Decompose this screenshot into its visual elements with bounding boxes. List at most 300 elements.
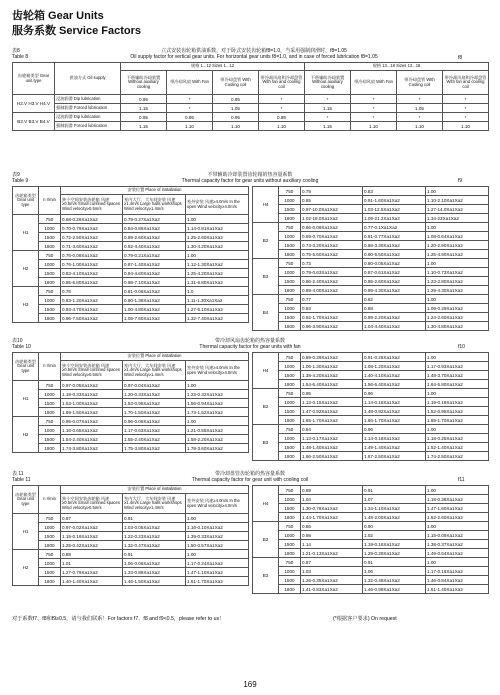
- table-cell: 1.15-0.09Xa1Xa2: [426, 531, 489, 540]
- table-cell: 0.95: [213, 113, 259, 122]
- table-cell: 0.81-0.77Xa1Xa2: [363, 232, 426, 241]
- table-cell: 0.70-0.79Xa1Xa2: [61, 224, 123, 233]
- table-cell: 1.09-0.29Xa1Xa2: [426, 304, 489, 313]
- table-cell: 1.07: [363, 495, 426, 504]
- t10-caption: 带冷却风扇齿轮箱的热容量系数 Thermal capacity factor for gear units with fan: [199, 338, 301, 350]
- table-cell: 0.98-7.10Xa1Xa2: [123, 278, 186, 287]
- table-cell: 1000: [279, 495, 301, 504]
- table-cell: 0.94-4.60Xa1Xa2: [123, 269, 186, 278]
- table-row: [253, 322, 489, 331]
- gear-type-label: B2: [253, 389, 279, 425]
- table-cell: 1.17-0.24Xa1Xa2: [186, 559, 249, 568]
- table-row: [13, 399, 249, 408]
- table-cell: 1.74-3.80Xa1Xa2: [61, 444, 123, 453]
- table-cell: 1.22-0.23Xa1Xa2: [123, 532, 186, 541]
- table-cell: 1800: [39, 242, 61, 251]
- table-row: [253, 558, 489, 567]
- table-row: [253, 425, 489, 434]
- table-cell: *: [351, 104, 397, 113]
- table-cell: 1000: [39, 296, 61, 305]
- table-cell: 1500: [279, 277, 301, 286]
- table-row: [13, 417, 249, 426]
- table-cell: 750: [279, 259, 301, 268]
- table-cell: 1500: [39, 233, 61, 242]
- table-cell: 0.92-4.40Xa1Xa2: [123, 242, 186, 251]
- table-cell: 1.10: [259, 122, 305, 131]
- table-cell: 0.90: [363, 522, 426, 531]
- table-cell: 0.87-0.61Xa1Xa2: [363, 268, 426, 277]
- table-cell: 1.78-3.60Xa1Xa2: [186, 444, 249, 453]
- table-row: [253, 371, 489, 380]
- table-row: [253, 522, 489, 531]
- table-cell: 0.81-0.06Xa1Xa2: [123, 287, 186, 296]
- table-cell: 1500: [279, 443, 301, 452]
- table-cell: 1.19-0.19Xa1Xa2: [426, 398, 489, 407]
- table-cell: 0.90-1.36Xa1Xa2: [123, 296, 186, 305]
- table-cell: 1.66-2.50Xa1Xa2: [301, 452, 363, 461]
- table-cell: 1.14-0.18Xa1Xa2: [363, 434, 426, 443]
- table-cell: 750: [39, 514, 61, 523]
- col-place-1: 狭小空间安装齿轮箱 风速≥0.5m/s Small confined spaces Wind velocity≥0.5m/s: [61, 361, 123, 381]
- table-cell: 1.25-0.42Xa1Xa2: [61, 541, 123, 550]
- table-cell: 1500: [279, 504, 301, 513]
- table-cell: 1000: [39, 559, 61, 568]
- col-place-3: 室外安装 风速≥4.0m/s In the open Wind velocity≥4.0m/s: [186, 195, 249, 215]
- table-cell: 1.05: [397, 104, 443, 113]
- table-row: [13, 278, 249, 287]
- table-cell: 750: [279, 486, 301, 495]
- table-cell: 1.17-0.93Xa1Xa2: [426, 362, 489, 371]
- table-row: [13, 122, 489, 131]
- gear-type-label: H2: [13, 550, 39, 586]
- table-cell: 0.95-0.07Xa1Xa2: [61, 417, 123, 426]
- table-cell: 1.49-0.64Xa1Xa2: [426, 549, 489, 558]
- table-cell: 1.06: [363, 567, 426, 576]
- table-cell: *: [305, 113, 351, 122]
- table-row: [253, 576, 489, 585]
- table-cell: 0.84-0.85Xa1Xa2: [123, 224, 186, 233]
- table-row: [13, 532, 249, 541]
- table-cell: 0.66-0.09Xa1Xa2: [301, 223, 363, 232]
- table-cell: 0.69-0.70Xa1Xa2: [301, 232, 363, 241]
- table-cell: 1.48-2.00Xa1Xa2: [363, 513, 426, 522]
- table-cell: 1.14-0.81Xa1Xa2: [186, 224, 249, 233]
- table-cell: 1.04: [301, 495, 363, 504]
- table-row: [13, 435, 249, 444]
- table-row: [253, 380, 489, 389]
- table-cell: 1800: [279, 416, 301, 425]
- table-cell: 1.48-0.92Xa1Xa2: [363, 407, 426, 416]
- table-cell: 1.34-23Xa1Xa2: [426, 214, 489, 223]
- table-cell: 1000: [279, 567, 301, 576]
- table-cell: 1.27-5.10Xa1Xa2: [186, 305, 249, 314]
- table-cell: 1.69-1.70Xa1Xa2: [426, 416, 489, 425]
- table-cell: 1.32-0.48Xa1Xa2: [363, 576, 426, 585]
- table-cell: 1800: [39, 444, 61, 453]
- table-row: [13, 390, 249, 399]
- table-cell: 1.64-5.80Xa1Xa2: [426, 380, 489, 389]
- table-cell: 1800: [279, 286, 301, 295]
- table-cell: 1.08-1.20Xa1Xa2: [363, 362, 426, 371]
- table-cell: 1.55-2.40Xa1Xa2: [123, 435, 186, 444]
- table-cell: 1.30-4.20Xa1Xa2: [186, 242, 249, 251]
- table-cell: 1.29-0.29Xa1Xa2: [363, 549, 426, 558]
- table-cell: 1.00: [426, 486, 489, 495]
- table8-caption: 立式安装齿轮箱供油系数，对于卧式安装齿轮箱f8=1.0，当采用强制润滑时，f8=1.05 Oil supply factor for vertical gear units. For horizontal gear units f8=1.0, and in case of forced lubrication f8=1.05: [130, 48, 378, 60]
- table-cell: 1.03-0.05Xa1Xa2: [123, 523, 186, 532]
- table-cell: 750: [279, 558, 301, 567]
- table-cell: 1.27-0.79Xa1Xa2: [61, 568, 123, 577]
- table-cell: 0.88: [61, 550, 123, 559]
- table-cell: 1.31-6.80Xa1Xa2: [186, 278, 249, 287]
- table-cell: 1000: [39, 426, 61, 435]
- table-row: [253, 250, 489, 259]
- table-cell: 1.00: [426, 353, 489, 362]
- gear-type-label: H1: [13, 514, 39, 550]
- table-cell: 1.53-0.95Xa1Xa2: [123, 399, 186, 408]
- table-cell: 1.13-0.15Xa1Xa2: [301, 398, 363, 407]
- table-cell: 1800: [279, 513, 301, 522]
- t10-left-table: [12, 352, 249, 453]
- table-cell: 1800: [39, 541, 61, 550]
- table-cell: *: [167, 95, 213, 104]
- table-cell: 1.66-1.70Xa1Xa2: [363, 416, 426, 425]
- table-cell: 0.71-3.60Xa1Xa2: [61, 242, 123, 251]
- table-cell: 0.98: [301, 531, 363, 540]
- table-cell: 1.18-0.33Xa1Xa2: [61, 390, 123, 399]
- table-cell: 0.85-6.80Xa1Xa2: [61, 278, 123, 287]
- table-cell: 1000: [279, 531, 301, 540]
- table-cell: 1.00: [186, 381, 249, 390]
- table-cell: 1.30-0.78Xa1Xa2: [301, 504, 363, 513]
- table-cell: 1.44-1.70Xa1Xa2: [301, 513, 363, 522]
- table-cell: 1000: [39, 224, 61, 233]
- table-cell: *: [259, 95, 305, 104]
- table-row: [253, 205, 489, 214]
- table-row: [253, 313, 489, 322]
- table-cell: 1.17-0.16Xa1Xa2: [426, 567, 489, 576]
- table-cell: 1.05: [213, 104, 259, 113]
- gear-type-label: H2: [13, 417, 39, 453]
- col-gear-type: 齿轮箱类型 Gear unit type: [13, 187, 39, 215]
- table-cell: 1800: [39, 314, 61, 323]
- table-cell: 1.00: [426, 223, 489, 232]
- table-cell: 750: [279, 295, 301, 304]
- gear-type-label: B2: [253, 522, 279, 558]
- table-cell: 1000: [279, 434, 301, 443]
- table-cell: 1.26-0.35Xa1Xa2: [301, 576, 363, 585]
- table-cell: 0.91: [123, 550, 186, 559]
- table-row: [13, 233, 249, 242]
- page-subtitle: 服务系数 Service Factors: [12, 25, 141, 37]
- table-cell: 1.10: [397, 122, 443, 131]
- table-cell: 1000: [279, 398, 301, 407]
- table-cell: 0.99-2.20Xa1Xa2: [363, 313, 426, 322]
- table-row: [13, 242, 249, 251]
- table-cell: 1.01: [61, 559, 123, 568]
- t8-gear-type: B2.V B3.V B4.V: [13, 113, 55, 131]
- table-cell: 0.94: [301, 425, 363, 434]
- table-row: [253, 407, 489, 416]
- table-cell: 1.25-2.60Xa1Xa2: [186, 233, 249, 242]
- table-cell: 0.91: [363, 558, 426, 567]
- table-cell: 1500: [39, 305, 61, 314]
- table-cell: 1.10-0.73Xa1Xa2: [426, 268, 489, 277]
- table-cell: 1500: [279, 540, 301, 549]
- table-cell: 1.00-4.80Xa1Xa2: [123, 305, 186, 314]
- table-cell: 1.00: [426, 389, 489, 398]
- table-cell: 0.79-0.63Xa1Xa2: [301, 268, 363, 277]
- table-cell: 1.0: [186, 287, 249, 296]
- table-cell: 0.72-2.50Xa1Xa2: [61, 233, 123, 242]
- table-cell: 0.95: [167, 113, 213, 122]
- table-cell: *: [351, 95, 397, 104]
- col-gear-type: 齿轮箱类型 Gear unit type: [13, 353, 39, 381]
- table-cell: 1.10: [167, 122, 213, 131]
- col-place: 安装位置 Place of installation: [61, 486, 249, 494]
- table-cell: 1.15: [305, 122, 351, 131]
- table-cell: 1.27-14.0Xa1Xa2: [426, 205, 489, 214]
- table-row: [13, 287, 249, 296]
- table-row: [13, 444, 249, 453]
- table-cell: *: [397, 113, 443, 122]
- gear-type-label: B2: [253, 223, 279, 259]
- table-cell: 1500: [39, 399, 61, 408]
- t9-code: f9: [458, 178, 463, 184]
- table-cell: 1.06-1.30Xa1Xa2: [301, 362, 363, 371]
- table-row: [13, 426, 249, 435]
- table-row: [253, 540, 489, 549]
- table-row: [13, 381, 249, 390]
- table-cell: 1.03-12.5Xa1Xa2: [363, 205, 426, 214]
- table-cell: 0.68-0.26Xa1Xa2: [61, 215, 123, 224]
- table-cell: 1.00: [426, 295, 489, 304]
- table-cell: *: [443, 95, 489, 104]
- t8-c3b: 带冷却盘管 With Cooling coil: [397, 71, 443, 95]
- table-row: [13, 251, 249, 260]
- table-row: [253, 362, 489, 371]
- table-cell: 1.39-0.33Xa1Xa2: [186, 532, 249, 541]
- table-cell: 1500: [279, 371, 301, 380]
- table-cell: 750: [279, 425, 301, 434]
- table-cell: 0.95: [121, 113, 167, 122]
- table-cell: 1.47-1.10Xa1Xa2: [186, 568, 249, 577]
- table-row: [253, 268, 489, 277]
- table-cell: 1000: [39, 390, 61, 399]
- table-cell: 1500: [39, 435, 61, 444]
- table-cell: 1500: [279, 407, 301, 416]
- table-cell: 0.96-3.90Xa1Xa2: [301, 322, 363, 331]
- table-cell: 1.19-0.16Xa1Xa2: [363, 540, 426, 549]
- table-cell: 0.95: [213, 95, 259, 104]
- t8-oil-supply: 强制润滑 Forced lubrication: [55, 122, 121, 131]
- table-row: [13, 305, 249, 314]
- page-number: 169: [243, 680, 257, 689]
- gear-type-label: H1: [13, 381, 39, 417]
- table-cell: 1.17-0.63Xa1Xa2: [123, 426, 186, 435]
- footer-on-request: (*根据客户要求) On request: [333, 616, 397, 622]
- table-cell: 0.83: [301, 304, 363, 313]
- table-cell: 1800: [279, 380, 301, 389]
- table-cell: 1.02-18.0Xa1Xa2: [301, 214, 363, 223]
- table-row: [253, 223, 489, 232]
- table-cell: 1500: [279, 576, 301, 585]
- t8-gear-type: H2.V H3.V H4.V: [13, 95, 55, 113]
- table-cell: 0.77: [301, 295, 363, 304]
- table-cell: 1.67-2.50Xa1Xa2: [363, 452, 426, 461]
- table-cell: 0.76-0.08Xa1Xa2: [61, 251, 123, 260]
- table-cell: 1.34-1.10Xa1Xa2: [363, 504, 426, 513]
- table-row: [253, 567, 489, 576]
- table-cell: 1.15-0.19Xa1Xa2: [61, 532, 123, 541]
- table-cell: 1.38-4.20Xa1Xa2: [301, 371, 363, 380]
- table-cell: 1000: [279, 268, 301, 277]
- table-cell: 1.50-0.57Xa1Xa2: [186, 541, 249, 550]
- table-cell: 1000: [279, 232, 301, 241]
- table-cell: 0.96: [363, 425, 426, 434]
- table-cell: 0.85: [301, 196, 363, 205]
- table-cell: 0.95: [259, 113, 305, 122]
- table-row: [253, 389, 489, 398]
- table-cell: 1800: [279, 214, 301, 223]
- table-cell: 1.02: [363, 531, 426, 540]
- table-cell: 1.00: [186, 417, 249, 426]
- table-cell: 0.80-0.05Xa1Xa2: [363, 259, 426, 268]
- table-cell: 0.97-0.05Xa1Xa2: [61, 381, 123, 390]
- table-cell: 1.18-0.25Xa1Xa2: [426, 434, 489, 443]
- t8-oil-supply: 浸油润滑 Dip lubrication: [55, 113, 121, 122]
- t11-number: 表 11 Table 11: [12, 471, 31, 483]
- table-cell: 750: [279, 353, 301, 362]
- table-cell: 1.46-0.99Xa1Xa2: [363, 585, 426, 594]
- t8-c1: 不带辅助冷却装置 Without auxiliary cooling: [121, 71, 167, 95]
- table-row: [253, 277, 489, 286]
- table-cell: 1500: [279, 313, 301, 322]
- table-cell: 0.86-2.40Xa1Xa2: [301, 277, 363, 286]
- t9-right-table: [252, 186, 489, 331]
- t11-code: f11: [458, 477, 465, 483]
- table-cell: 1.25-4.90Xa1Xa2: [426, 250, 489, 259]
- table-cell: 750: [39, 287, 61, 296]
- table-cell: 1.52-0.95Xa1Xa2: [426, 407, 489, 416]
- table-cell: 1.00: [426, 425, 489, 434]
- table-cell: 1.10: [213, 122, 259, 131]
- table-cell: 750: [279, 522, 301, 531]
- table-cell: 1.23-2.80Xa1Xa2: [426, 277, 489, 286]
- t8-c3: 带冷却盘管 With Cooling coil: [213, 71, 259, 95]
- table-cell: 1800: [279, 585, 301, 594]
- t8-oil-supply: 浸油润滑 Dip lubrication: [55, 95, 121, 104]
- t8-c1b: 不带辅助冷却装置 Without auxiliary cooling: [305, 71, 351, 95]
- table-cell: 0.91-0.25Xa1Xa2: [363, 353, 426, 362]
- table-row: [253, 531, 489, 540]
- table-row: [253, 398, 489, 407]
- table-cell: 1800: [279, 549, 301, 558]
- table-cell: 0.99-4.30Xa1Xa2: [363, 286, 426, 295]
- table-row: [13, 215, 249, 224]
- table-cell: 1.65-1.70Xa1Xa2: [301, 416, 363, 425]
- gear-type-label: H4: [253, 353, 279, 389]
- table-cell: *: [305, 95, 351, 104]
- table-cell: 1.33-0.88Xa1Xa2: [123, 568, 186, 577]
- page-title: 齿轮箱 Gear Units: [12, 10, 104, 22]
- table-cell: 1.53-1.00Xa1Xa2: [61, 399, 123, 408]
- table-cell: 1.03: [301, 567, 363, 576]
- table-cell: 1000: [279, 304, 301, 313]
- table-cell: 1.16-0.65Xa1Xa2: [61, 426, 123, 435]
- table-cell: 750: [39, 251, 61, 260]
- table-row: [253, 214, 489, 223]
- table-cell: *: [443, 113, 489, 122]
- gear-type-label: H4: [253, 486, 279, 522]
- table-cell: 1.16-0.10Xa1Xa2: [186, 523, 249, 532]
- table-cell: 1500: [39, 269, 61, 278]
- col-place-2: 室内大厅、大车间安装 风速≥1.4m/s Large halls workshops Wind velocity≥1.4m/s: [123, 195, 186, 215]
- table-cell: 1.14-0.16Xa1Xa2: [363, 398, 426, 407]
- table-cell: 1.48-1.40Xa1Xa2: [301, 443, 363, 452]
- table-cell: 0.76: [61, 287, 123, 296]
- table-cell: 0.83-1.20Xa1Xa2: [61, 296, 123, 305]
- table-cell: 1.18-0.38Xa1Xa2: [426, 495, 489, 504]
- table-cell: 0.74-3.20Xa1Xa2: [301, 241, 363, 250]
- table-cell: 1.00: [186, 215, 249, 224]
- table-row: [13, 260, 249, 269]
- gear-type-label: B3: [253, 259, 279, 295]
- table-cell: 1.46-1.50Xa1Xa2: [123, 577, 186, 586]
- table-cell: 1.38-0.37Xa1Xa2: [426, 540, 489, 549]
- table-cell: 1500: [39, 568, 61, 577]
- table-cell: 1.06-0.06Xa1Xa2: [123, 559, 186, 568]
- table-cell: 1800: [279, 322, 301, 331]
- table-cell: 1500: [39, 532, 61, 541]
- table-cell: 0.97-0.04Xa1Xa2: [123, 381, 186, 390]
- table-row: [253, 304, 489, 313]
- col-place-1: 狭小空间安装齿轮箱 风速≥0.5m/s Small confined spaces Wind velocity≥0.5m/s: [61, 195, 123, 215]
- table-cell: 1.61-1.40Xa1Xa2: [426, 585, 489, 594]
- table-cell: 0.95-2.60Xa1Xa2: [363, 277, 426, 286]
- table-cell: 1.00: [426, 187, 489, 196]
- table-cell: 1.04-4.40Xa1Xa2: [363, 322, 426, 331]
- t10-right-table: [252, 352, 489, 461]
- table-row: [13, 514, 249, 523]
- table-cell: 1.47-1.60Xa1Xa2: [426, 504, 489, 513]
- col-place: 安装位置 Place of installation: [61, 187, 249, 195]
- t8-c2b: 带冷却风扇 With Fan: [351, 71, 397, 95]
- col-speed: n r/min: [39, 353, 61, 381]
- table-row: [253, 495, 489, 504]
- t8-c4b: 带冷却风扇和冷却盘管 With fan and cooling coil: [443, 71, 489, 95]
- table-cell: 0.79-0.21Xa1Xa2: [123, 251, 186, 260]
- table-cell: 1.21-0.13Xa1Xa2: [301, 549, 363, 558]
- table-cell: 1.32-0.47Xa1Xa2: [123, 541, 186, 550]
- table8: [12, 62, 489, 131]
- table-row: [13, 269, 249, 278]
- table-cell: *: [259, 104, 305, 113]
- table-cell: 0.96-7.50Xa1Xa2: [61, 314, 123, 323]
- table-cell: 0.89-4.00Xa1Xa2: [301, 286, 363, 295]
- table-cell: *: [397, 95, 443, 104]
- table-cell: 0.76-1.00Xa1Xa2: [61, 260, 123, 269]
- table-row: [253, 196, 489, 205]
- gear-type-label: H1: [13, 215, 39, 251]
- table-cell: 1.05-7.60Xa1Xa2: [123, 314, 186, 323]
- table-cell: 1.40-4.10Xa1Xa2: [363, 371, 426, 380]
- table-row: [13, 314, 249, 323]
- col-gear-type: 齿轮箱类型 Gear unit type: [13, 486, 39, 514]
- col-place: 安装位置 Place of installation: [61, 353, 249, 361]
- table-cell: 1.00: [426, 259, 489, 268]
- t9-caption: 不带辅助冷却装置齿轮箱的热容量系数 Thermal capacity factor for gear units without auxiliary cooling: [181, 172, 319, 184]
